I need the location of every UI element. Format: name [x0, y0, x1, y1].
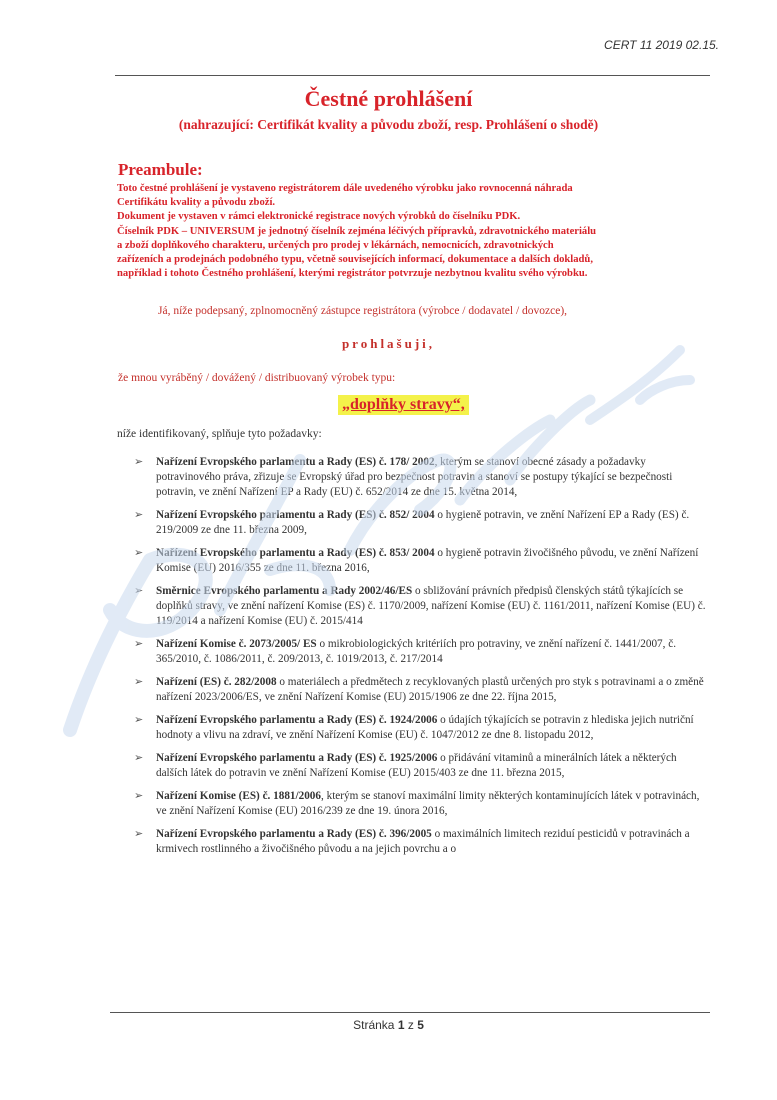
list-item: [130, 637, 710, 667]
regulation-title: Nařízení Evropského parlamentu a Rady (ES) č. 396/2005: [156, 828, 432, 840]
requirements-intro: níže identifikovaný, splňuje tyto požadavky:: [117, 428, 322, 440]
watermark-stroke: [590, 350, 690, 420]
regulation-description: o údajích týkajících se potravin z hlediska jejich nutriční hodnoty a vlivu na zdraví, ve znění Nařízení Komise (EU) č. 1047/2012 ze dne 8. listopadu 2012,: [156, 714, 694, 741]
regulation-description: o maximálních limitech reziduí pesticidů v potravinách a krmivech rostlinného a živočišného původu a na jejich povrchu a o: [156, 828, 690, 855]
regulation-description: o hygieně potravin živočišného původu, ve znění Nařízení Komise (EU) 2016/355 ze dne 11. března 2016,: [156, 547, 699, 574]
list-item: [130, 584, 710, 629]
regulation-description: o materiálech a předmětech z recyklovaných plastů určených pro styk s potravinami a o změně nařízení 2023/2006/ES, ve znění Nařízení Komise (EU) 2015/1906 ze dne 22. října 2015,: [156, 676, 704, 703]
footer-middle: z: [404, 1018, 418, 1032]
regulation-title: Nařízení Komise (ES) č. 1881/2006: [156, 790, 321, 802]
regulation-title: Nařízení (ES) č. 282/2008: [156, 676, 277, 688]
regulation-title: Nařízení Evropského parlamentu a Rady (ES) č. 1924/2006: [156, 714, 438, 726]
product-type-intro: že mnou vyráběný / dovážený / distribuovaný výrobek typu:: [118, 372, 396, 384]
bottom-divider: [110, 1012, 710, 1013]
regulation-title: Nařízení Evropského parlamentu a Rady (ES) č. 852/ 2004: [156, 509, 435, 521]
list-item: [130, 455, 710, 500]
product-type-highlight: „doplňky stravy“,: [338, 395, 469, 415]
page-title: Čestné prohlášení: [304, 86, 473, 111]
arrow-bullet-icon: ➢: [134, 752, 144, 764]
list-item: [130, 546, 710, 576]
arrow-bullet-icon: ➢: [134, 509, 144, 521]
arrow-bullet-icon: ➢: [134, 790, 144, 802]
preambule-line: Certifikátu kvality a původu zboží.: [117, 197, 276, 209]
current-page: 1: [397, 1018, 405, 1032]
preambule-text: [117, 182, 712, 281]
document-code: CERT 11 2019 02.15.: [604, 38, 719, 52]
regulation-description: , kterým se stanoví maximální limity některých kontaminujících látek v potravinách, ve znění Nařízení Komise (EU) 2016/239 ze dne 19. února 2016,: [156, 790, 700, 817]
arrow-bullet-icon: ➢: [134, 585, 144, 597]
preambule-heading: Preambule:: [118, 160, 203, 179]
footer-prefix: Stránka: [353, 1018, 398, 1032]
arrow-bullet-icon: ➢: [134, 828, 144, 840]
list-item: [130, 827, 710, 857]
requirements-list: [130, 455, 710, 865]
regulation-description: o hygieně potravin, ve znění Nařízení EP a Rady (ES) č. 219/2009 ze dne 11. března 2009,: [156, 509, 690, 536]
regulation-title: Nařízení Komise č. 2073/2005/ ES: [156, 638, 317, 650]
regulation-description: , kterým se stanoví obecné zásady a požadavky potravinového práva, zřizuje se Evropský úřad pro bezpečnost potravin a stanoví se postupy týkající se bezpečnosti potravin, ve znění Nařízení EP a Rady (EU) č. 652/2014 ze dne 15. května 2014,: [156, 456, 673, 498]
preambule-line: zařízeních a prodejnách podobného typu, včetně souvisejících informací, dokumentace a dalších dokladů,: [117, 254, 593, 266]
arrow-bullet-icon: ➢: [134, 547, 144, 559]
list-item: [130, 751, 710, 781]
page-footer: [0, 1018, 777, 1032]
arrow-bullet-icon: ➢: [134, 456, 144, 468]
preambule-line: Dokument je vystaven v rámci elektronické registrace nových výrobků do číselníku PDK.: [117, 211, 521, 223]
preambule-line: Toto čestné prohlášení je vystaveno registrátorem dále uvedeného výrobku jako rovnocenná náhrada: [117, 183, 573, 194]
arrow-bullet-icon: ➢: [134, 638, 144, 650]
list-item: [130, 789, 710, 819]
total-pages: 5: [417, 1018, 424, 1032]
page-subtitle: (nahrazující: Certifikát kvality a původu zboží, resp. Prohlášení o shodě): [178, 117, 599, 132]
list-item: [130, 508, 710, 538]
regulation-title: Nařízení Evropského parlamentu a Rady (ES) č. 178/ 2002: [156, 456, 435, 468]
declarant-line: Já, níže podepsaný, zplnomocněný zástupce registrátora (výrobce / dodavatel / dovozce),: [158, 305, 568, 317]
arrow-bullet-icon: ➢: [134, 676, 144, 688]
regulation-title: Nařízení Evropského parlamentu a Rady (ES) č. 853/ 2004: [156, 547, 435, 559]
preambule-line: a zboží doplňkového charakteru, určených pro prodej v lékárnách, nemocnicích, zdravotnických: [117, 239, 554, 251]
regulation-description: o mikrobiologických kritériích pro potraviny, ve znění nařízení č. 1441/2007, č. 365/2010, č. 1086/2011, č. 209/2013, č. 1019/2013, č. 217/2014: [156, 638, 677, 665]
regulation-description: o přidávání vitaminů a minerálních látek a některých dalších látek do potravin ve znění Nařízení Komise (EU) 2015/403 ze dne 11. března 2015,: [156, 752, 677, 779]
regulation-title: Směrnice Evropského parlamentu a Rady 2002/46/ES: [156, 585, 413, 597]
regulation-title: Nařízení Evropského parlamentu a Rady (ES) č. 1925/2006: [156, 752, 438, 764]
list-item: [130, 675, 710, 705]
list-item: [130, 713, 710, 743]
preambule-line: Číselník PDK – UNIVERSUM je jednotný číselník zejména léčivých přípravků, zdravotnického materiálu: [117, 225, 597, 237]
arrow-bullet-icon: ➢: [134, 714, 144, 726]
regulation-description: o sbližování právních předpisů členských států týkajících se doplňků stravy, ve znění nařízení Komise (ES) č. 1170/2009, nařízení Komise (EU) č. 1161/2011, nařízení Komise (EU) č. 119/2014 a nařízení Komise (EU) č. 2015/414: [156, 585, 706, 627]
top-divider: [115, 75, 710, 76]
declare-heading: prohlašuji,: [341, 336, 436, 351]
preambule-line: například i tohoto Čestného prohlášení, kterými registrátor potvrzuje nezbytnou kvalitu svého výrobku.: [117, 268, 588, 280]
